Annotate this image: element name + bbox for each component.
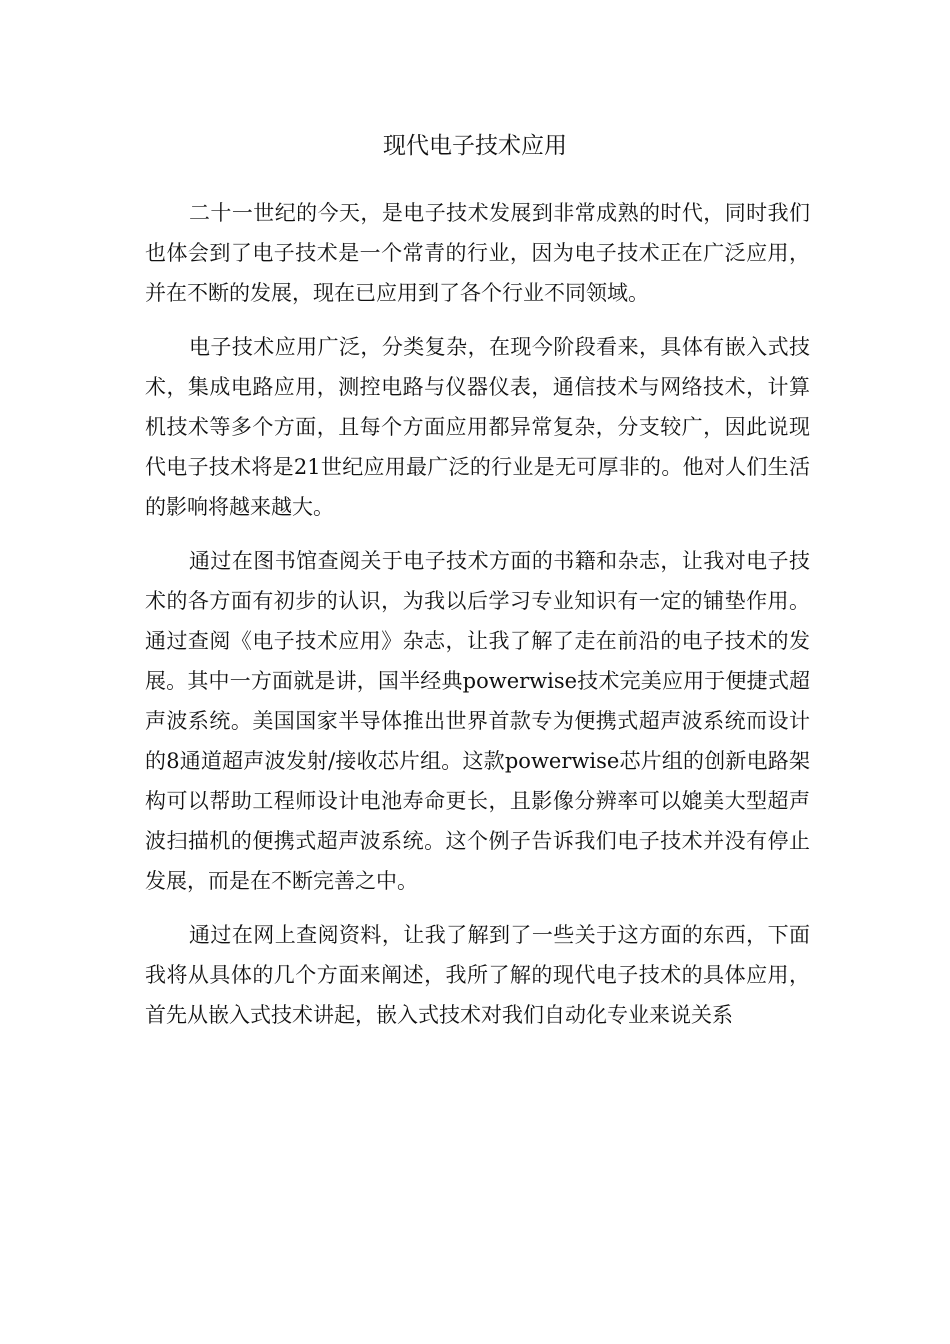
paragraph-3: 通过在图书馆查阅关于电子技术方面的书籍和杂志，让我对电子技术的各方面有初步的认识，为我以后学习专业知识有一定的铺垫作用。通过查阅《电子技术应用》杂志，让我了解了走在前沿的电子技术的发展。其中一方面就是讲，国半经典powerwise技术完美应用于便捷式超声波系统。美国国家半导体推出世界首款专为便携式超声波系统而设计的8通道超声波发射/接收芯片组。这款powerwise芯片组的创新电路架构可以帮助工程师设计电池寿命更长，且影像分辨率可以媲美大型超声波扫描机的便携式超声波系统。这个例子告诉我们电子技术并没有停止发展，而是在不断完善之中。 [145,549,810,893]
paragraph-4: 通过在网上查阅资料，让我了解到了一些关于这方面的东西，下面我将从具体的几个方面来阐述，我所了解的现代电子技术的具体应用，首先从嵌入式技术讲起，嵌入式技术对我们自动化专业来说关系 [145,923,810,1027]
document-body [145,193,810,1049]
document-title: 现代电子技术应用 [383,133,567,159]
paragraph-1: 二十一世纪的今天，是电子技术发展到非常成熟的时代，同时我们也体会到了电子技术是一个常青的行业，因为电子技术正在广泛应用，并在不断的发展，现在已应用到了各个行业不同领域。 [145,201,810,305]
paragraph-2: 电子技术应用广泛，分类复杂，在现今阶段看来，具体有嵌入式技术，集成电路应用，测控电路与仪器仪表，通信技术与网络技术，计算机技术等多个方面，且每个方面应用都异常复杂，分支较广，因此说现代电子技术将是21世纪应用最广泛的行业是无可厚非的。他对人们生活的影响将越来越大。 [145,335,810,519]
